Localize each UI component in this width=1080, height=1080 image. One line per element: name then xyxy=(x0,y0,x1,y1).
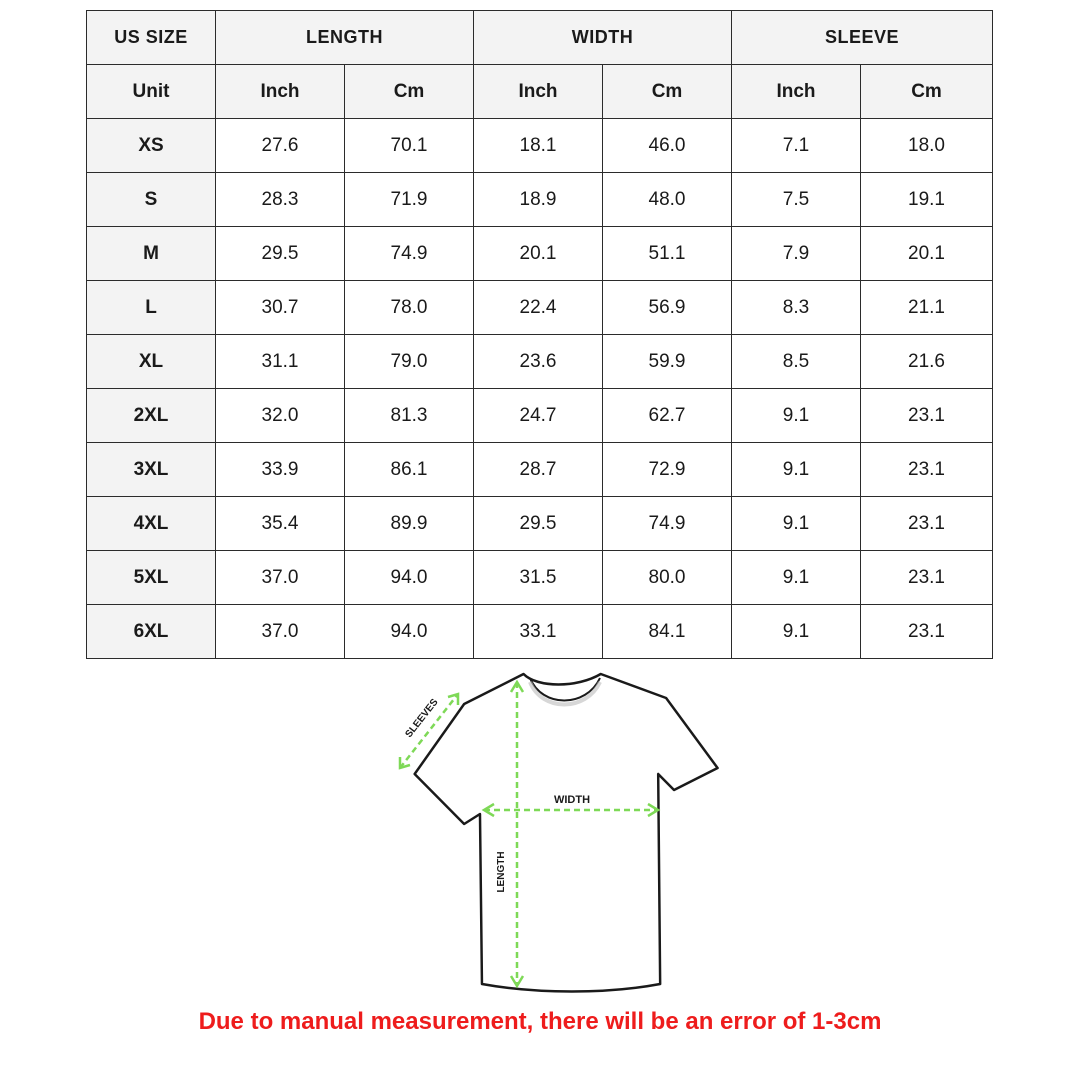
table-row xyxy=(87,497,993,551)
cell-width-cm: 62.7 xyxy=(603,389,732,443)
cell-length-cm: 78.0 xyxy=(345,281,474,335)
cell-width-cm: 51.1 xyxy=(603,227,732,281)
cell-length-cm: 79.0 xyxy=(345,335,474,389)
cell-width-inch: 24.7 xyxy=(474,389,603,443)
size-cell: 2XL xyxy=(87,389,216,443)
header-row xyxy=(87,11,993,65)
cell-length-cm: 86.1 xyxy=(345,443,474,497)
cell-sleeve-inch: 8.5 xyxy=(732,335,861,389)
cell-sleeve-cm: 23.1 xyxy=(861,605,993,659)
cell-sleeve-inch: 9.1 xyxy=(732,389,861,443)
cell-length-cm: 70.1 xyxy=(345,119,474,173)
cell-sleeve-inch: 8.3 xyxy=(732,281,861,335)
cell-width-inch: 33.1 xyxy=(474,605,603,659)
cell-width-inch: 28.7 xyxy=(474,443,603,497)
size-cell: XL xyxy=(87,335,216,389)
cell-length-inch: 31.1 xyxy=(216,335,345,389)
cell-width-inch: 20.1 xyxy=(474,227,603,281)
cell-width-inch: 29.5 xyxy=(474,497,603,551)
cell-sleeve-inch: 9.1 xyxy=(732,605,861,659)
cell-width-inch: 22.4 xyxy=(474,281,603,335)
cell-width-cm: 59.9 xyxy=(603,335,732,389)
cell-length-inch: 27.6 xyxy=(216,119,345,173)
size-chart-table xyxy=(86,10,993,659)
table-row xyxy=(87,551,993,605)
header-us-size: US SIZE xyxy=(87,11,216,65)
length-label: LENGTH xyxy=(496,851,507,893)
cell-length-inch: 28.3 xyxy=(216,173,345,227)
tshirt-measurement-icon xyxy=(380,668,720,1008)
tshirt-outline xyxy=(415,674,718,992)
cell-sleeve-inch: 7.9 xyxy=(732,227,861,281)
cell-length-inch: 35.4 xyxy=(216,497,345,551)
size-cell: S xyxy=(87,173,216,227)
header-sleeve: SLEEVE xyxy=(732,11,993,65)
cell-sleeve-cm: 19.1 xyxy=(861,173,993,227)
cell-width-cm: 48.0 xyxy=(603,173,732,227)
cell-sleeve-cm: 18.0 xyxy=(861,119,993,173)
table-row xyxy=(87,173,993,227)
width-label: WIDTH xyxy=(553,794,591,806)
unit-length-inch: Inch xyxy=(216,65,345,119)
cell-width-cm: 84.1 xyxy=(603,605,732,659)
cell-length-inch: 37.0 xyxy=(216,605,345,659)
cell-length-cm: 89.9 xyxy=(345,497,474,551)
unit-width-inch: Inch xyxy=(474,65,603,119)
unit-row xyxy=(87,65,993,119)
size-cell: M xyxy=(87,227,216,281)
cell-length-cm: 81.3 xyxy=(345,389,474,443)
cell-length-inch: 30.7 xyxy=(216,281,345,335)
cell-length-cm: 94.0 xyxy=(345,551,474,605)
cell-sleeve-inch: 9.1 xyxy=(732,443,861,497)
table-row xyxy=(87,281,993,335)
cell-length-inch: 37.0 xyxy=(216,551,345,605)
cell-sleeve-cm: 23.1 xyxy=(861,389,993,443)
size-cell: 5XL xyxy=(87,551,216,605)
cell-width-cm: 56.9 xyxy=(603,281,732,335)
cell-width-cm: 80.0 xyxy=(603,551,732,605)
cell-sleeve-cm: 21.6 xyxy=(861,335,993,389)
cell-length-inch: 33.9 xyxy=(216,443,345,497)
table-row xyxy=(87,443,993,497)
cell-width-cm: 74.9 xyxy=(603,497,732,551)
cell-width-cm: 72.9 xyxy=(603,443,732,497)
cell-width-inch: 18.9 xyxy=(474,173,603,227)
cell-width-inch: 23.6 xyxy=(474,335,603,389)
size-cell: 4XL xyxy=(87,497,216,551)
cell-width-inch: 18.1 xyxy=(474,119,603,173)
cell-sleeve-cm: 21.1 xyxy=(861,281,993,335)
cell-sleeve-cm: 23.1 xyxy=(861,497,993,551)
cell-sleeve-cm: 23.1 xyxy=(861,443,993,497)
cell-length-inch: 32.0 xyxy=(216,389,345,443)
measurement-error-note: Due to manual measurement, there will be an error of 1-3cm xyxy=(198,1008,882,1035)
table-row xyxy=(87,389,993,443)
table-row xyxy=(87,335,993,389)
cell-width-inch: 31.5 xyxy=(474,551,603,605)
header-length: LENGTH xyxy=(216,11,474,65)
header-width: WIDTH xyxy=(474,11,732,65)
table-row xyxy=(87,119,993,173)
cell-width-cm: 46.0 xyxy=(603,119,732,173)
cell-sleeve-inch: 7.1 xyxy=(732,119,861,173)
unit-sleeve-cm: Cm xyxy=(861,65,993,119)
size-cell: 6XL xyxy=(87,605,216,659)
cell-sleeve-cm: 23.1 xyxy=(861,551,993,605)
size-cell: L xyxy=(87,281,216,335)
size-cell: XS xyxy=(87,119,216,173)
cell-length-cm: 71.9 xyxy=(345,173,474,227)
unit-label: Unit xyxy=(87,65,216,119)
unit-length-cm: Cm xyxy=(345,65,474,119)
cell-sleeve-inch: 9.1 xyxy=(732,551,861,605)
sleeves-label: SLEEVES xyxy=(403,696,441,741)
unit-width-cm: Cm xyxy=(603,65,732,119)
cell-length-cm: 74.9 xyxy=(345,227,474,281)
size-cell: 3XL xyxy=(87,443,216,497)
unit-sleeve-inch: Inch xyxy=(732,65,861,119)
cell-length-cm: 94.0 xyxy=(345,605,474,659)
cell-sleeve-inch: 7.5 xyxy=(732,173,861,227)
cell-length-inch: 29.5 xyxy=(216,227,345,281)
cell-sleeve-inch: 9.1 xyxy=(732,497,861,551)
cell-sleeve-cm: 20.1 xyxy=(861,227,993,281)
table-row xyxy=(87,227,993,281)
length-arrow xyxy=(511,682,523,986)
table-row xyxy=(87,605,993,659)
